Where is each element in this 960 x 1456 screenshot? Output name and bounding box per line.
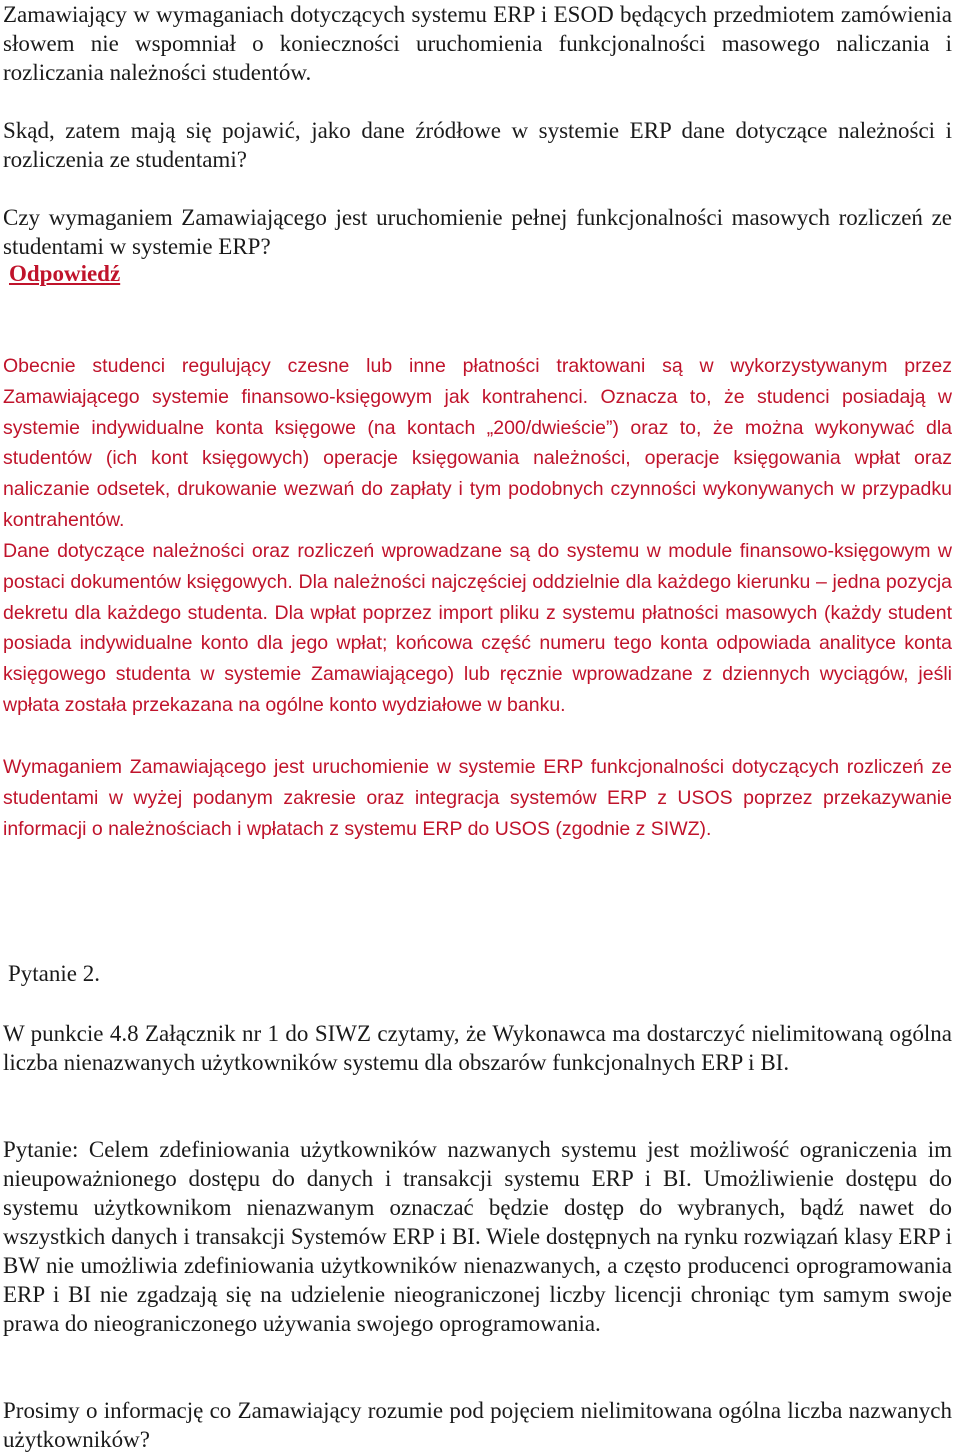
answer-paragraph-1: Obecnie studenci regulujący czesne lub inne płatności traktowani są w wykorzystywanym przez Zamawiającego systemie finansowo-księgowym jak kontrahenci. Oznacza to, że studenci posiadają w systemie indywidualne konta księgowe (na kontach „200/dwieście”) oraz to, że można wykonywać dla studentów (ich kont księgowych) operacje księgowania należności, operacje księgowania wpłat oraz naliczanie odsetek, drukowanie wezwań do zapłaty i tym podobnych czynności wykonywanych w przypadku kontrahentów.	[3, 355, 952, 531]
question-2-paragraph-2: Pytanie: Celem zdefiniowania użytkowników nazwanych systemu jest możliwość ograniczenia im nieupoważnionego dostępu do danych i transakcji systemu ERP i BI. Umożliwienie dostępu do systemu użytkownikom nienazwanym oznaczać będzie dostęp do wybranych, bądź nawet do wszystkich danych i transakcji Systemów ERP i BI. Wiele dostępnych na rynku rozwiązań klasy ERP i BW nie umożliwia zdefiniowania użytkowników nienazwanych, a często producenci oprogramowania ERP i BI nie zgadzają się na udzielenie nieograniczonej liczby licencji chroniąc tym samym swoje prawa do nieograniczonego używania swojego oprogramowania.	[3, 1137, 952, 1336]
question-2-label: Pytanie 2.	[8, 961, 100, 986]
question-paragraph-3: Czy wymaganiem Zamawiającego jest uruchomienie pełnej funkcjonalności masowych rozliczeń ze studentami w systemie ERP?	[3, 205, 952, 259]
answer-paragraph-3: Wymaganiem Zamawiającego jest uruchomienie w systemie ERP funkcjonalności dotyczących rozliczeń ze studentami w wyżej podanym zakresie oraz integracja systemów ERP z USOS poprzez przekazywanie informacji o należnościach i wpłatach z systemu ERP do USOS (zgodnie z SIWZ).	[3, 756, 952, 840]
question-paragraph-2: Skąd, zatem mają się pojawić, jako dane źródłowe w systemie ERP dane dotyczące należności i rozliczenia ze studentami?	[3, 118, 952, 172]
question-paragraph-1: Zamawiający w wymaganiach dotyczących systemu ERP i ESOD będących przedmiotem zamówienia słowem nie wspomniał o konieczności uruchomienia funkcjonalności masowego naliczania i rozliczania należności studentów.	[3, 2, 952, 85]
answer-paragraph-2: Dane dotyczące należności oraz rozliczeń wprowadzane są do systemu w module finansowo-księgowym w postaci dokumentów księgowych. Dla należności najczęściej oddzielnie dla każdego kierunku – jedna pozycja dekretu dla każdego studenta. Dla wpłat poprzez import pliku z systemu płatności masowych (każdy student posiada indywidualne konto dla jego wpłat; końcowa część numeru tego konta odpowiada analityce konta księgowego studenta w systemie Zamawiającego) lub ręcznie wprowadzane z dziennych wyciągów, jeśli wpłata została przekazana na ogólne konto wydziałowe w banku.	[3, 540, 952, 716]
answer-heading: Odpowiedź	[9, 261, 121, 286]
question-2-paragraph-1: W punkcie 4.8 Załącznik nr 1 do SIWZ czytamy, że Wykonawca ma dostarczyć nielimitowaną ogólna liczba nienazwanych użytkowników systemu dla obszarów funkcjonalnych ERP i BI.	[3, 1021, 952, 1075]
question-2-paragraph-3: Prosimy o informację co Zamawiający rozumie pod pojęciem nielimitowana ogólna liczba nazwanych użytkowników?	[3, 1398, 952, 1452]
